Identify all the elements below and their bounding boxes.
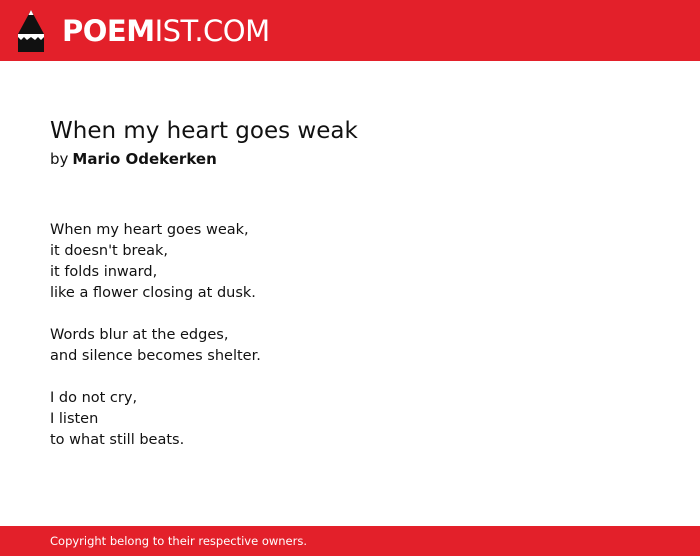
site-header	[0, 0, 700, 61]
stanza	[50, 325, 650, 367]
author-link[interactable]: Mario Odekerken	[72, 150, 217, 168]
poem-line: and silence becomes shelter.	[50, 348, 261, 364]
site-footer	[0, 526, 700, 556]
by-label: by	[50, 150, 69, 168]
poem-line: it folds inward,	[50, 264, 158, 280]
logo-text-bold: POEM	[62, 14, 155, 48]
poem-line: I listen	[50, 411, 99, 427]
stanza	[50, 220, 650, 304]
poem-line: it doesn't break,	[50, 243, 169, 259]
poem-body	[50, 220, 650, 451]
logo-text-light: IST.COM	[154, 14, 270, 48]
stanza	[50, 388, 650, 451]
poem-line: Words blur at the edges,	[50, 327, 229, 343]
poem-line: I do not cry,	[50, 390, 138, 406]
poem-title: When my heart goes weak	[50, 118, 358, 144]
site-logo[interactable]	[18, 10, 270, 52]
poem-line: When my heart goes weak,	[50, 222, 249, 238]
poem-line: to what still beats.	[50, 432, 185, 448]
copyright-text: Copyright belong to their respective owners.	[50, 534, 308, 548]
byline	[50, 148, 650, 170]
pencil-icon	[18, 10, 44, 52]
logo-wordmark	[62, 10, 270, 52]
poem-content	[50, 116, 650, 451]
poem-line: like a flower closing at dusk.	[50, 285, 256, 301]
